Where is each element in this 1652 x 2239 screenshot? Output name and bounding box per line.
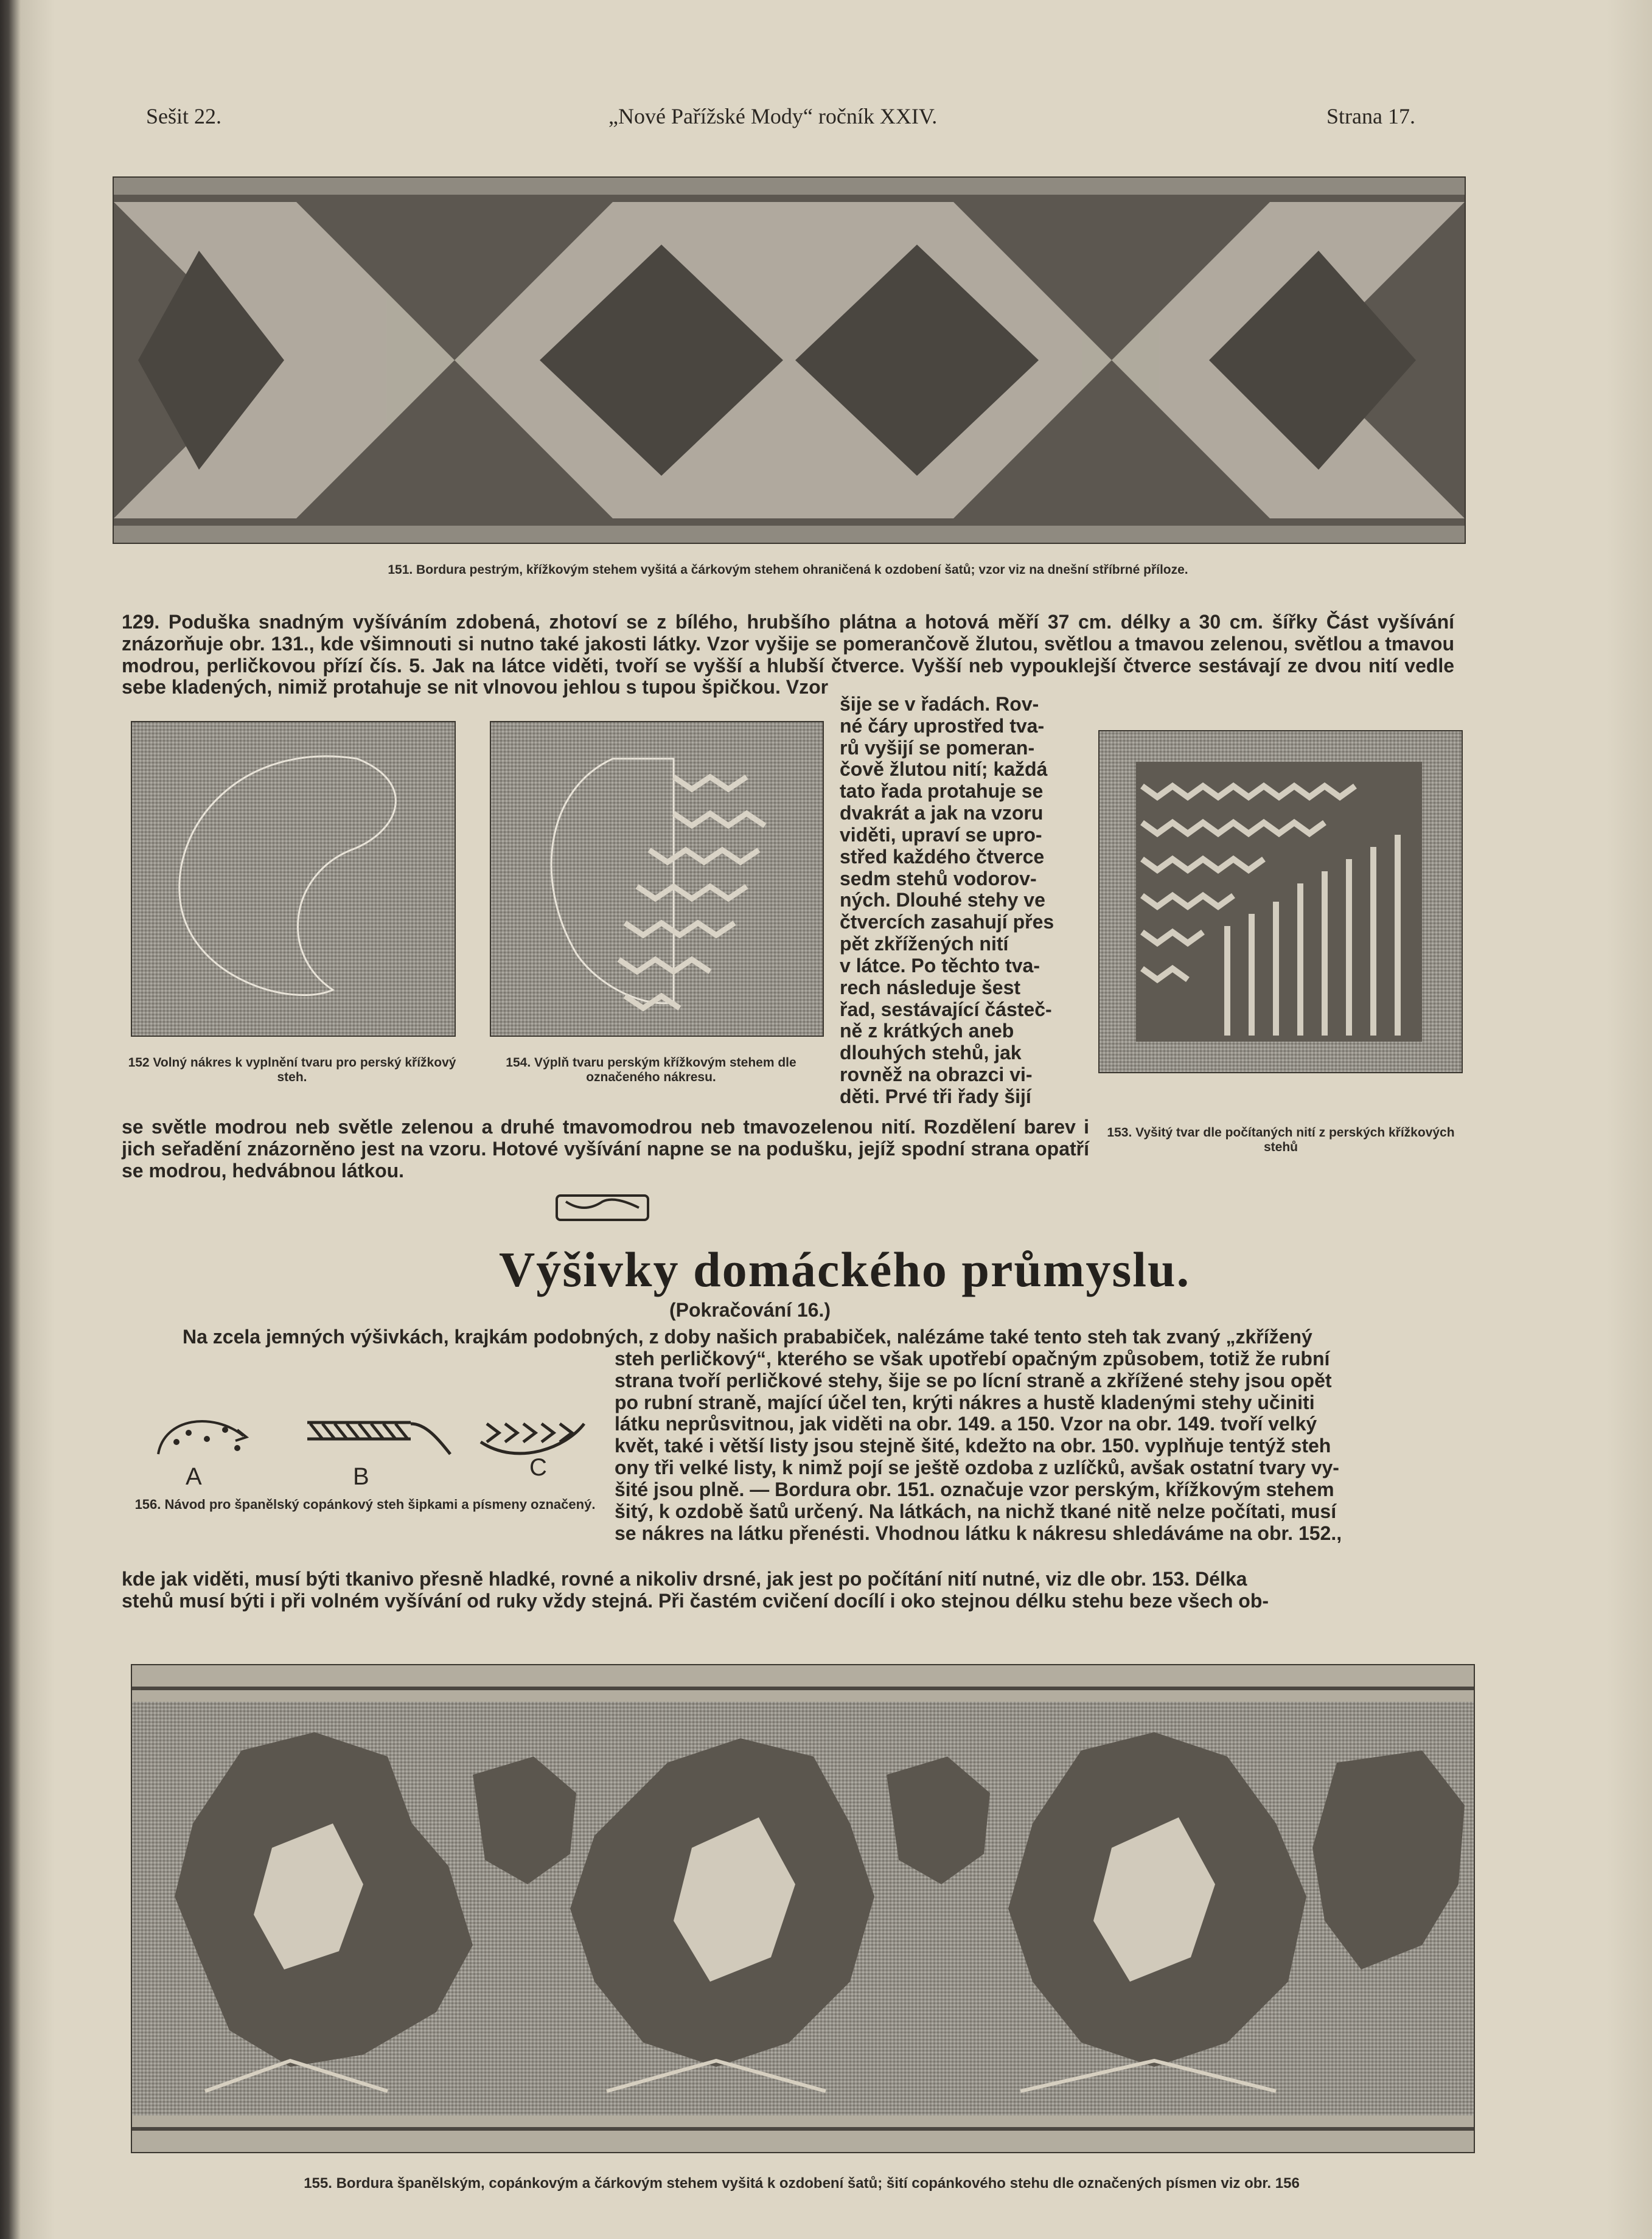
figure-154-filled-shape — [490, 721, 824, 1037]
section-line: po rubní straně, mající účel ten, krýti nákres a hustě kladenými stehy učiniti — [615, 1391, 1315, 1413]
figure-156-label-a: A — [186, 1463, 202, 1490]
column-line: pět zkřížených nití — [840, 933, 1009, 955]
figure-156-label-b: B — [353, 1463, 369, 1490]
column-line: rovněž na obrazci vi- — [840, 1064, 1033, 1086]
section-right-column — [615, 1348, 1460, 1544]
column-line: rů vyšijí se pomeran- — [840, 736, 1035, 759]
section-line: ony tři velké listy, k nimž pojí se ještě ozdoba z uzlíčků, avšak ostatní tvary vy- — [615, 1457, 1339, 1479]
section-line: květ, také i větší listy jsou stejně šité, kdežto na obr. 150. vyplňuje tentýž steh — [615, 1435, 1331, 1457]
figure-155-pattern — [132, 1665, 1474, 2152]
figure-152-free-sketch — [131, 721, 456, 1037]
figure-154-caption: 154. Výplň tvaru perským křížkovým stehem dle označeného nákresu. — [506, 1056, 796, 1085]
section-line: šitý, k ozdobě šatů určený. Na látkách, na nichž tkané nitě nelze počítati, musí — [615, 1500, 1337, 1522]
figure-151-caption: 151. Bordura pestrým, křížkovým stehem vyšitá a čárkovým stehem ohraničená k ozdobení šatů; vzor viz na dnešní stříbrné příloze. — [388, 563, 1188, 577]
column-line: sedm stehů vodorov- — [840, 867, 1037, 890]
column-line: střed každého čtverce — [840, 845, 1045, 868]
column-line: ných. Dlouhé stehy ve — [840, 889, 1045, 911]
figure-151-pattern — [114, 178, 1465, 543]
figure-156-diagrams — [140, 1381, 602, 1503]
section-full-width-text — [122, 1569, 1460, 1612]
article-129-paragraph: 129. Poduška snadným vyšíváním zdobená, zhotoví se z bílého, hrubšího plátna a hotová měří 37 cm. délky a 30 cm. šířky Část vyšívání znázorňuje obr. 131., kde všimnouti si nutno také jakosti látky. Vzor vyšije se pomerančově žlutou, světlou a tmavou zelenou, světlou a tmavou modrou, perličkovou přízí čís. 5. Jak na látce viděti, tvoří se vyšší a hlubší čtverce. Vyšší neb vypouklejší čtverce sestávají ze dvou nití vedle sebe kladených, nimiž protahuje se nit vlnovou jehlou s tupou špičkou. Vzor — [122, 611, 1454, 698]
figure-155-caption: 155. Bordura španělským, copánkovým a čárkovým stehem vyšitá k ozdobení šatů; šití copánkového stehu dle označených písmen viz obr. 156 — [304, 2175, 1300, 2192]
column-line: né čáry uprostřed tva- — [840, 714, 1045, 737]
section-line: šité jsou plně. — Bordura obr. 151. označuje vzor perským, křížkovým stehem — [615, 1478, 1334, 1500]
figure-151-border-embroidery — [113, 176, 1466, 544]
column-line: viděti, upraví se upro- — [840, 823, 1042, 846]
section-line: kde jak viděti, musí býti tkanivo přesně hladké, rovné a nikoliv drsné, jak jest po počítání nití nutné, viz dle obr. 153. Délka — [122, 1568, 1247, 1590]
column-line: v látce. Po těchto tva- — [840, 954, 1040, 977]
column-line: čově žlutou nití; každá — [840, 758, 1048, 781]
header-issue: Sešit 22. — [146, 104, 222, 128]
column-line: ně z krátkých aneb — [840, 1020, 1014, 1042]
figure-153-counted-thread-shape — [1098, 730, 1463, 1073]
column-line: řad, sestávající částeč- — [840, 998, 1052, 1020]
figure-152-caption: 152 Volný nákres k vyplnění tvaru pro perský křížkový steh. — [128, 1056, 456, 1085]
figure-153-stitch-blocks — [1100, 731, 1462, 1072]
section-line: steh perličkový“, kterého se však upotřebí opačným způsobem, totiž že rubní — [615, 1348, 1330, 1370]
figure-156-stitch-guide — [140, 1381, 602, 1503]
header-page-number: Strana 17. — [1326, 104, 1415, 128]
figure-154-stitch-fill — [491, 722, 823, 1036]
figure-155-spanish-border — [131, 1664, 1475, 2153]
section-line: látku neprůsvitnou, jak viděti na obr. 149. a 150. Vzor na obr. 149. tvoří velký — [615, 1413, 1317, 1435]
article-129-ending: se světle modrou neb světle zelenou a druhé tmavomodrou neb tmavozelenou nití. Rozdělení barev i jich seřadění znázorněno jest na vzoru. Hotové vyšívání napne se na podušku, jejíž spodní strana opatří se modrou, hedvábnou látkou. — [122, 1116, 1089, 1182]
column-line: dvakrát a jak na vzoru — [840, 802, 1044, 824]
section-line: stehů musí býti i při volném vyšívání od ruky vždy stejná. Při častém cvičení docílí i oko stejnou délku stehu beze všech ob- — [122, 1589, 1269, 1612]
column-line: čtvercích zasahují přes — [840, 911, 1054, 933]
section-subtitle: (Pokračování 16.) — [669, 1299, 831, 1321]
section-line: se nákres na látku přenésti. Vhodnou látku k nákresu shledáváme na obr. 152., — [615, 1522, 1342, 1544]
header-journal-title: „Nové Pařížské Mody“ ročník XXIV. — [608, 104, 938, 128]
figure-156-caption: 156. Návod pro španělský copánkový steh šipkami a písmeny označený. — [134, 1497, 596, 1512]
section-intro: Na zcela jemných výšivkách, krajkám podobných, z doby našich prababiček, nalézáme také tento steh tak zvaný „zkřížený — [183, 1326, 1312, 1348]
figure-152-sketch-outline — [132, 722, 455, 1036]
figure-156-label-c: C — [529, 1454, 547, 1481]
column-line: rech následuje šest — [840, 976, 1021, 998]
article-129-column — [840, 694, 1089, 1108]
column-line: děti. Prvé tři řady šijí — [840, 1085, 1031, 1107]
column-line: dlouhých stehů, jak — [840, 1042, 1022, 1064]
section-title: Výšivky domáckého průmyslu. — [499, 1242, 1191, 1297]
column-line: šije se v řadách. Rov- — [840, 693, 1039, 715]
figure-153-caption: 153. Vyšitý tvar dle počítaných nití z perských křížkových stehů — [1107, 1126, 1455, 1155]
section-line: strana tvoří perličkové stehy, šije se po lícní straně a zkřížené stehy jsou opět — [615, 1369, 1332, 1391]
column-line: tato řada protahuje se — [840, 780, 1044, 803]
